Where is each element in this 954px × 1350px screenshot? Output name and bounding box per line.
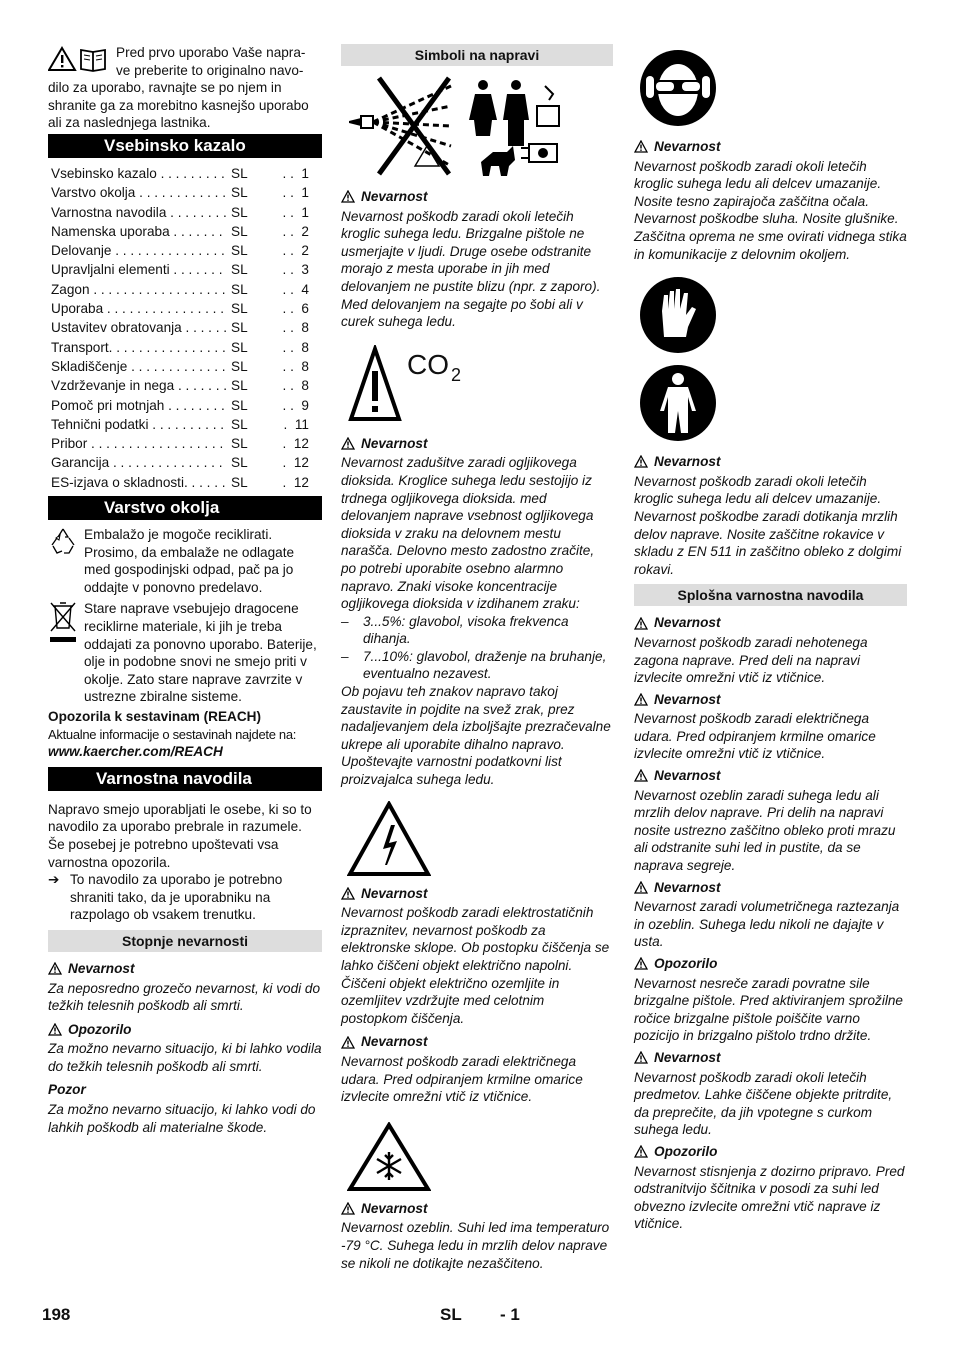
symbols-heading: Simboli na napravi: [341, 44, 613, 66]
toc-item-page: . . 8: [282, 358, 309, 374]
toc-item-title: Tehnični podatki . . .: [51, 415, 227, 434]
toc-item-lang: SL: [231, 204, 248, 220]
toc-item[interactable]: [51, 415, 322, 434]
general-list: [634, 614, 907, 1233]
toc-item-title: Pribor . . .: [51, 434, 227, 453]
footer-lang: SL: [440, 1305, 462, 1324]
general-warning: Nevarnost: [634, 614, 907, 632]
sym-danger-3: Nevarnost: [341, 885, 613, 903]
co2-symptom-1: – 3...5%: glavobol, visoka frekvenca dihanja.: [341, 613, 569, 647]
general-warning-text: Nevarnost stisnjenja z dozirno pripravo. Pred odstranitvijo ščitnika v posodi za suhi led obvezno izvlecite omrežni vtič naprave iz vtičnice.: [634, 1163, 905, 1232]
co2-symptom-2: – 7...10%: glavobol, draženje na bruhanje, eventualno nezavest.: [341, 648, 607, 682]
levels-heading: Stopnje nevarnosti: [48, 930, 322, 952]
toc-item-page: . . 6: [282, 301, 309, 317]
toc-item-title: Pomoč pri motnjah . . .: [51, 396, 227, 415]
toc-item-lang: SL: [231, 339, 248, 355]
arrow-icon: ➔: [48, 872, 60, 888]
toc-item[interactable]: [51, 338, 322, 357]
toc-item-page: . . 4: [282, 281, 309, 297]
warning-icon: [634, 1145, 648, 1158]
level-danger-text: Za neposredno grozečo nevarnost, ki vodi do težkih telesnih poškodb ali smrti.: [48, 980, 321, 1014]
co2-label: CO: [407, 348, 449, 380]
sym-danger-4: Nevarnost: [341, 1033, 613, 1051]
toc-item-page: . 12: [282, 436, 309, 452]
toc-item-title: Uporaba . . .: [51, 299, 227, 318]
toc-item-title: Varnostna navodila . . .: [51, 203, 227, 222]
toc-item-page: . . 8: [282, 320, 309, 336]
toc-item-page: . . 9: [282, 397, 309, 413]
general-warning: Nevarnost: [634, 691, 907, 709]
warning-icon: [634, 693, 648, 706]
toc-item-title: Skladiščenje . . .: [51, 357, 227, 376]
intro-text: dilo za uporabo, ravnajte se po njem in shranite ga za morebitno kasnejšo uporabo ali za naslednjega lastnika.: [48, 80, 309, 131]
warning-icon: [634, 957, 648, 970]
intro: [48, 44, 322, 130]
reach-text: Aktualne informacije o sestavinah najdete na:: [48, 726, 297, 742]
toc-item[interactable]: [51, 280, 322, 299]
sym-danger-2: Nevarnost: [341, 435, 613, 453]
co2-symbol: [341, 345, 613, 425]
level-warning-text: Za možno nevarno situacijo, ki bi lahko vodila do težkih telesnih poškodb ali smrti.: [48, 1041, 322, 1074]
column-right: [634, 44, 907, 1233]
toc-list: [51, 164, 322, 492]
general-warning-text: Nevarnost nesreče zaradi povratne sile brizgalne pištole. Pred aktiviranjem sprožilne ročice brizgalne pištole poiščite varno pozicijo in brizgalno pištolo trdno držite.: [634, 975, 903, 1044]
packaging-text: Embalažo je mogoče reciklirati. Prosimo, da embalaže ne odlagate med gospodinjski odpad, pač pa jo oddajte v ponovno predelavo.: [84, 527, 295, 595]
warning-icon: [634, 769, 648, 782]
sym-danger-4-text: Nevarnost poškodb zaradi električnega udara. Pred odpiranjem krmilne omarice izvlecite omrežni vtič iz vtičnice.: [341, 1053, 583, 1105]
warning-icon: [634, 1051, 648, 1064]
old-devices-text: Stare naprave vsebujejo dragocene reciklirne materiale, ki jih je treba oddajati za ponovno uporabo. Baterije, olje in podobne snovi ne smejo priti v okolje. Zato stare naprave zavrzite v ustrezne zbiralne sisteme.: [84, 601, 317, 705]
toc-item-lang: SL: [231, 223, 248, 239]
intro-line2: ve preberite to originalno navo-: [116, 62, 304, 78]
ppe-danger-1-text: Nevarnost poškodb zaradi okoli letečih kroglic suhega ledu ali delcev umazanije. Nosite tesno zapirajoča zaščitna očala. Nevarnost poškodbe sluha. Nosite glušnike. Zaščitna oprema ne sme ovirati vidnega stika in komunikacije z delovnim okoljem.: [634, 158, 907, 262]
level-danger: Nevarnost: [48, 960, 322, 978]
toc-item[interactable]: [51, 164, 322, 183]
sym-danger-3-text: Nevarnost poškodb zaradi elektrostatičnih izpraznitev, nevarnost poškodb za elektronske sklope. Ob postopku čiščenja se lahko čiščeni objekt električno napolni. Čiščeni objekt električno ozemljite in ozemljitev vzdržujte med celotnim postopkom čiščenja.: [341, 905, 610, 1026]
general-warning-text: Nevarnost poškodb zaradi okoli letečih predmetov. Lahke čiščene objekte pritrdite, da preprečite, da jih vpotegne s curkom suhega ledu.: [634, 1069, 893, 1138]
warning-icon: [48, 962, 62, 975]
toc-item[interactable]: [51, 376, 322, 395]
footer-num: - 1: [500, 1305, 520, 1324]
warning-book-icon: [48, 46, 110, 72]
toc-item-page: . . 1: [282, 185, 309, 201]
toc-item[interactable]: [51, 222, 322, 241]
warning-icon: [341, 190, 355, 203]
toc-item-title: Ustavitev obratovanja . . .: [51, 318, 227, 337]
general-warning: Nevarnost: [634, 1049, 907, 1067]
toc-item[interactable]: [51, 434, 322, 453]
ppe-danger-2: Nevarnost: [634, 453, 907, 471]
toc-item-page: . 12: [282, 455, 309, 471]
toc-item-lang: SL: [231, 416, 248, 432]
toc-item-page: . . 2: [282, 223, 309, 239]
safety-keep-text: To navodilo za uporabo je potrebno shraniti tako, da je uporabniku na razpolago ob vsakem trenutku.: [70, 872, 283, 923]
co2-warning-icon: [345, 345, 409, 423]
general-warning-text: Nevarnost zaradi volumetričnega raztezanja in ozeblin. Suhega ledu nikoli ne dajajte v usta.: [634, 899, 900, 950]
toc-item[interactable]: [51, 260, 322, 279]
warning-icon: [634, 617, 648, 630]
toc-item-page: . 12: [282, 474, 309, 490]
toc-item-lang: SL: [231, 436, 248, 452]
cold-hazard-icon: [347, 1122, 431, 1192]
toc-item-lang: SL: [231, 281, 248, 297]
toc-item-page: . . 3: [282, 262, 309, 278]
intro-line1: Pred prvo uporabo Vaše napra-: [116, 45, 306, 60]
old-devices-note: [48, 600, 322, 706]
sym-danger-1: Nevarnost: [341, 188, 613, 206]
toc-item[interactable]: [51, 299, 322, 318]
toc-item-lang: SL: [231, 397, 248, 413]
page-number: 198: [42, 1305, 71, 1324]
general-warning-text: Nevarnost poškodb zaradi električnega udara. Pred odpiranjem krmilne omarice izvlecite omrežni vtič iz vtičnice.: [634, 711, 876, 762]
sym-danger-1-text: Nevarnost poškodb zaradi okoli letečih kroglic suhega ledu. Brizgalne pištole ne usmerjajte v ljudi. Druge osebe odstranite morajo z mesta uporabe in jih med delovanjem ne pustite blizu (npr. z zaporo). Med delovanjem na segajte po šobi ali v curek suhega ledu.: [341, 208, 601, 330]
toc-item-lang: SL: [231, 185, 248, 201]
toc-item-title: Garancija . . .: [51, 453, 227, 472]
general-warning: Nevarnost: [634, 767, 907, 785]
toc-item-title: Zagon . . .: [51, 280, 227, 299]
warning-icon: [48, 1023, 62, 1036]
toc-item[interactable]: [51, 396, 322, 415]
reach-title: Opozorila k sestavinam (REACH): [48, 708, 262, 724]
toc-item-lang: SL: [231, 455, 248, 471]
recycle-icon: [48, 526, 78, 556]
warning-icon: [634, 140, 648, 153]
warning-icon: [634, 455, 648, 468]
packaging-note: [48, 526, 322, 596]
safety-heading: Varnostna navodila: [48, 767, 322, 791]
level-warning: Opozorilo: [48, 1021, 322, 1039]
warning-icon: [341, 887, 355, 900]
toc-item[interactable]: [51, 241, 322, 260]
general-warning: Opozorilo: [634, 1143, 907, 1161]
warning-icon: [341, 1202, 355, 1215]
toc-item[interactable]: [51, 183, 322, 202]
toc-item-lang: SL: [231, 301, 248, 317]
warning-icon: [341, 1036, 355, 1049]
safety-arrow-note: [48, 871, 322, 924]
toc-item-title: Namenska uporaba . . .: [51, 222, 227, 241]
reach-url[interactable]: www.kaercher.com/REACH: [48, 744, 223, 760]
toc-item-title: Delovanje . . .: [51, 241, 227, 260]
toc-item-page: . . 1: [282, 166, 309, 181]
toc-item-page: . 11: [283, 416, 309, 432]
toc-item-lang: SL: [231, 243, 248, 259]
toc-item-lang: SL: [231, 358, 248, 374]
warning-icon: [634, 881, 648, 894]
toc-item-title: Transport. . . .: [51, 338, 227, 357]
goggles-earmuffs-icon: [638, 48, 718, 128]
toc-item-lang: SL: [231, 474, 248, 490]
toc-item-lang: SL: [231, 320, 248, 336]
toc-item-page: . . 8: [282, 339, 309, 355]
high-voltage-icon: [347, 801, 431, 877]
toc-item-lang: SL: [231, 378, 248, 394]
general-heading: Splošna varnostna navodila: [634, 584, 907, 606]
toc-item-title: ES-izjava o skladnosti. . . .: [51, 473, 227, 492]
ppe-danger-1: Nevarnost: [634, 138, 907, 156]
co2-subscript: 2: [451, 364, 462, 385]
toc-item-page: . . 8: [282, 378, 309, 394]
column-middle: [341, 44, 613, 1272]
general-warning: Opozorilo: [634, 955, 907, 973]
level-caution: Pozor: [48, 1082, 86, 1098]
sym-danger-2-text2: Ob pojavu teh znakov napravo takoj zaustavite in pojdite na svež zrak, prez nadaljevanjem dela izboljšajte prezračevalne ukrepe ali uporabite dihalno napravo. Upoštevajte varnostni podatkovni list proizvajalca suhega ledu.: [341, 684, 611, 788]
toc-item-page: . . 2: [282, 243, 309, 259]
toc-item-page: . . 1: [282, 204, 309, 220]
toc-item-lang: SL: [231, 262, 248, 278]
general-warning-text: Nevarnost ozeblin zaradi suhega ledu ali mrzlih delov naprave. Pri delih na napravi nosite ustrezno zaščitno obleko proti mrazu ali odstranite suhi led in pustite, da se naprava segreje.: [634, 787, 896, 874]
toc-item[interactable]: [51, 453, 322, 472]
general-warning: Nevarnost: [634, 879, 907, 897]
warning-icon: [341, 437, 355, 450]
toc-item-lang: SL: [231, 166, 248, 181]
sym-danger-5-text: Nevarnost ozeblin. Suhi led ima temperaturo -79 °C. Suhega ledu in mrzlih delov naprave se nikoli ne dotikajte nezaščiteno.: [341, 1220, 610, 1271]
ppe-danger-2-text: Nevarnost poškodb zaradi okoli letečih kroglic suhega ledu ali delcev umazanije. Nevarnost poškodbe zaradi dotikanja mrzlih delov naprave. Nosite zaščitne rokavice v skladu z EN 511 in zaščitno obleko z dolgimi rokavi.: [634, 473, 902, 577]
protective-suit-icon: [638, 363, 718, 443]
general-warning-text: Nevarnost poškodb zaradi nehotenega zagona naprave. Pred deli na napravi izvlecite omrežni vtič iz vtičnice.: [634, 634, 868, 686]
gloves-icon: [638, 275, 718, 355]
safety-intro: Napravo smejo uporabljati le osebe, ki so to navodilo za uporabo prebrale in razumele. Še posebej je potrebno upoštevati vsa varnostna opozorila.: [48, 801, 312, 870]
no-spray-at-people-icon: [341, 76, 613, 184]
toc-item[interactable]: [51, 318, 322, 337]
env-heading: Varstvo okolja: [48, 496, 322, 520]
sym-danger-2-text: Nevarnost zadušitve zaradi ogljikovega dioksida. Kroglice suhega ledu sestojijo iz trdnega ogljikovega dioksida. med delovanjem naprave vsebnost ogljikovega dioksida v zraku na delovnem mestu narašča. Delovno mesto zadostno zračite, po potrebi uporabite osebno alarmno napravo. Znaki visoke koncentracije ogljikovega dioksida v izdihanem zraku:: [341, 455, 595, 612]
crossed-bin-icon: [48, 600, 78, 644]
toc-item-title: Upravljalni elementi . . .: [51, 260, 227, 279]
toc-item[interactable]: [51, 203, 322, 222]
toc-item[interactable]: [51, 473, 322, 492]
sym-danger-5: Nevarnost: [341, 1200, 613, 1218]
level-caution-text: Za možno nevarno situacijo, ki lahko vodi do lahkih poškodb ali materialne škode.: [48, 1102, 316, 1135]
column-left: [48, 44, 322, 1136]
toc-item[interactable]: [51, 357, 322, 376]
toc-item-title: Varstvo okolja . . .: [51, 183, 227, 202]
toc-heading: Vsebinsko kazalo: [48, 134, 322, 158]
toc-item-title: Vsebinsko kazalo . . .: [51, 164, 227, 183]
toc-item-title: Vzdrževanje in nega . . .: [51, 376, 227, 395]
